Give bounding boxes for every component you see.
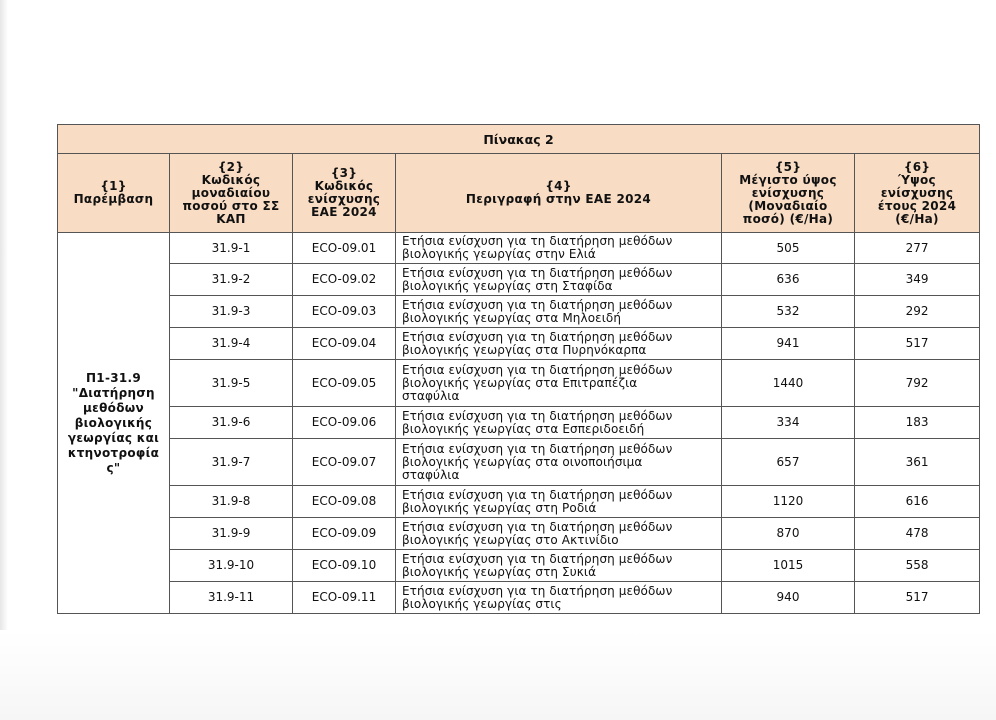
max-amount-cell: 870 [722, 518, 855, 550]
eco-code-cell: ECO-09.06 [293, 407, 396, 439]
description-line: Ετήσια ενίσχυση για τη διατήρηση μεθόδων [402, 519, 673, 534]
eco-code-cell: ECO-09.05 [293, 360, 396, 407]
column-header-line: {6} [903, 159, 931, 174]
description-line: σταφύλια [402, 467, 460, 482]
table-title: Πίνακας 2 [58, 125, 980, 154]
column-header-line: Περιγραφή στην ΕΑΕ 2024 [465, 192, 652, 206]
description-line: βιολογικής γεωργίας στα Επιτραπέζια [402, 375, 638, 390]
table-row [58, 518, 980, 550]
eco-code-cell: ECO-09.11 [293, 582, 396, 614]
eco-code-cell: ECO-09.08 [293, 486, 396, 518]
table-row [58, 486, 980, 518]
column-header-5 [722, 154, 855, 233]
description-line: βιολογικής γεωργίας στα Εσπεριδοειδή [402, 421, 645, 436]
column-header-1 [58, 154, 170, 233]
description-line: βιολογικής γεωργίας στη Ροδιά [402, 500, 597, 515]
table-row [58, 360, 980, 407]
column-header-line: (Μοναδιαίο [748, 198, 828, 213]
unit-amount-code-cell: 31.9-2 [170, 264, 293, 296]
eco-code-cell: ECO-09.04 [293, 328, 396, 360]
column-header-line: {2} [217, 159, 245, 174]
table-row [58, 233, 980, 264]
unit-amount-code-cell: 31.9-4 [170, 328, 293, 360]
description-line: Ετήσια ενίσχυση για τη διατήρηση μεθόδων [402, 297, 673, 312]
description-line: Ετήσια ενίσχυση για τη διατήρηση μεθόδων [402, 487, 673, 502]
unit-amount-code-cell: 31.9-8 [170, 486, 293, 518]
max-amount-cell: 1120 [722, 486, 855, 518]
description-line: βιολογικής γεωργίας στα Μηλοειδή [402, 310, 622, 325]
column-header-line: μοναδιαίου [191, 185, 271, 200]
description-cell [396, 264, 722, 296]
max-amount-cell: 505 [722, 233, 855, 264]
eco-code-cell: ECO-09.01 [293, 233, 396, 264]
unit-amount-code-cell: 31.9-6 [170, 407, 293, 439]
unit-amount-code-cell: 31.9-10 [170, 550, 293, 582]
description-line: βιολογικής γεωργίας στα Πυρηνόκαρπα [402, 342, 647, 357]
max-amount-cell: 1015 [722, 550, 855, 582]
max-amount-cell: 941 [722, 328, 855, 360]
amount-2024-cell: 478 [855, 518, 980, 550]
amount-2024-cell: 349 [855, 264, 980, 296]
amount-2024-cell: 517 [855, 582, 980, 614]
description-line: βιολογικής γεωργίας στα οινοποιήσιμα [402, 454, 643, 469]
intervention-line: μεθόδων [83, 400, 144, 415]
column-header-line: Παρέμβαση [73, 192, 154, 206]
description-line: Ετήσια ενίσχυση για τη διατήρηση μεθόδων [402, 583, 673, 598]
description-line: βιολογικής γεωργίας στο Ακτινίδιο [402, 532, 619, 547]
description-line: Ετήσια ενίσχυση για τη διατήρηση μεθόδων [402, 329, 673, 344]
column-header-line: Μέγιστο ύψος [739, 172, 837, 187]
table-row [58, 264, 980, 296]
eco-code-cell: ECO-09.10 [293, 550, 396, 582]
description-line: βιολογικής γεωργίας στη Σταφίδα [402, 278, 613, 293]
intervention-cell [58, 233, 170, 614]
amount-2024-cell: 277 [855, 233, 980, 264]
page-edge-shadow [0, 0, 8, 720]
unit-amount-code-cell: 31.9-9 [170, 518, 293, 550]
column-header-line: Ύψος [898, 172, 936, 187]
table-row [58, 582, 980, 614]
eco-code-cell: ECO-09.09 [293, 518, 396, 550]
description-cell [396, 550, 722, 582]
column-header-line: Κωδικός [314, 179, 374, 193]
column-header-line: έτους 2024 [877, 198, 957, 213]
column-header-line: ΕΑΕ 2024 [311, 205, 377, 219]
amount-2024-cell: 292 [855, 296, 980, 328]
description-line: βιολογικής γεωργίας στη Συκιά [402, 564, 597, 579]
amount-2024-cell: 616 [855, 486, 980, 518]
unit-amount-code-cell: 31.9-1 [170, 233, 293, 264]
column-header-line: Κωδικός [201, 172, 261, 187]
intervention-line: κτηνοτροφία [67, 445, 160, 460]
unit-amount-code-cell: 31.9-7 [170, 439, 293, 486]
unit-amount-code-cell: 31.9-3 [170, 296, 293, 328]
max-amount-cell: 1440 [722, 360, 855, 407]
amount-2024-cell: 517 [855, 328, 980, 360]
description-cell [396, 328, 722, 360]
table-row [58, 439, 980, 486]
intervention-line: Π1-31.9 [85, 370, 142, 385]
description-line: Ετήσια ενίσχυση για τη διατήρηση μεθόδων [402, 234, 673, 248]
description-cell [396, 233, 722, 264]
description-line: βιολογικής γεωργίας στις [402, 596, 562, 611]
description-line: βιολογικής γεωργίας στην Ελιά [402, 247, 596, 261]
eco-code-cell: ECO-09.03 [293, 296, 396, 328]
max-amount-cell: 636 [722, 264, 855, 296]
column-header-4 [396, 154, 722, 233]
max-amount-cell: 940 [722, 582, 855, 614]
description-cell [396, 407, 722, 439]
unit-amount-code-cell: 31.9-5 [170, 360, 293, 407]
amount-2024-cell: 183 [855, 407, 980, 439]
eco-code-cell: ECO-09.02 [293, 264, 396, 296]
unit-amount-code-cell: 31.9-11 [170, 582, 293, 614]
column-header-line: {1} [100, 179, 127, 193]
description-cell [396, 582, 722, 614]
intervention-line: βιολογικής [74, 415, 153, 430]
intervention-line: "Διατήρηση [72, 385, 155, 400]
description-line: Ετήσια ενίσχυση για τη διατήρηση μεθόδων [402, 362, 673, 377]
intervention-line: ς" [106, 460, 121, 475]
column-header-3 [293, 154, 396, 233]
description-cell [396, 296, 722, 328]
column-header-6 [855, 154, 980, 233]
column-header-line: {5} [774, 159, 802, 174]
column-header-line: ΚΑΠ [216, 211, 246, 226]
amount-2024-cell: 558 [855, 550, 980, 582]
column-header-line: ποσού στο ΣΣ [182, 198, 280, 213]
column-header-line: (€/Ha) [895, 211, 939, 226]
subsidy-table [57, 124, 980, 614]
column-header-line: ενίσχυσης [307, 192, 381, 206]
description-line: Ετήσια ενίσχυση για τη διατήρηση μεθόδων [402, 265, 673, 280]
description-line: Ετήσια ενίσχυση για τη διατήρηση μεθόδων [402, 408, 673, 423]
description-cell [396, 439, 722, 486]
description-cell [396, 360, 722, 407]
table-row [58, 296, 980, 328]
table-title-row [58, 125, 980, 154]
column-header-2 [170, 154, 293, 233]
intervention-line: γεωργίας και [67, 430, 160, 445]
description-line: Ετήσια ενίσχυση για τη διατήρηση μεθόδων [402, 551, 673, 566]
table-row [58, 550, 980, 582]
eco-code-cell: ECO-09.07 [293, 439, 396, 486]
column-header-line: ενίσχυσης [751, 185, 825, 200]
amount-2024-cell: 792 [855, 360, 980, 407]
column-header-line: ενίσχυσης [880, 185, 954, 200]
table-body [58, 233, 980, 614]
description-line: σταφύλια [402, 388, 460, 403]
description-cell [396, 486, 722, 518]
description-cell [396, 518, 722, 550]
column-header-line: {3} [330, 166, 358, 180]
column-header-line: ποσό) (€/Ha) [742, 211, 834, 226]
description-line: Ετήσια ενίσχυση για τη διατήρηση μεθόδων [402, 441, 673, 456]
amount-2024-cell: 361 [855, 439, 980, 486]
column-header-line: {4} [545, 179, 572, 193]
max-amount-cell: 532 [722, 296, 855, 328]
page-bottom-shade [0, 630, 996, 720]
table-header-row [58, 154, 980, 233]
max-amount-cell: 334 [722, 407, 855, 439]
table-row [58, 407, 980, 439]
table-row [58, 328, 980, 360]
max-amount-cell: 657 [722, 439, 855, 486]
